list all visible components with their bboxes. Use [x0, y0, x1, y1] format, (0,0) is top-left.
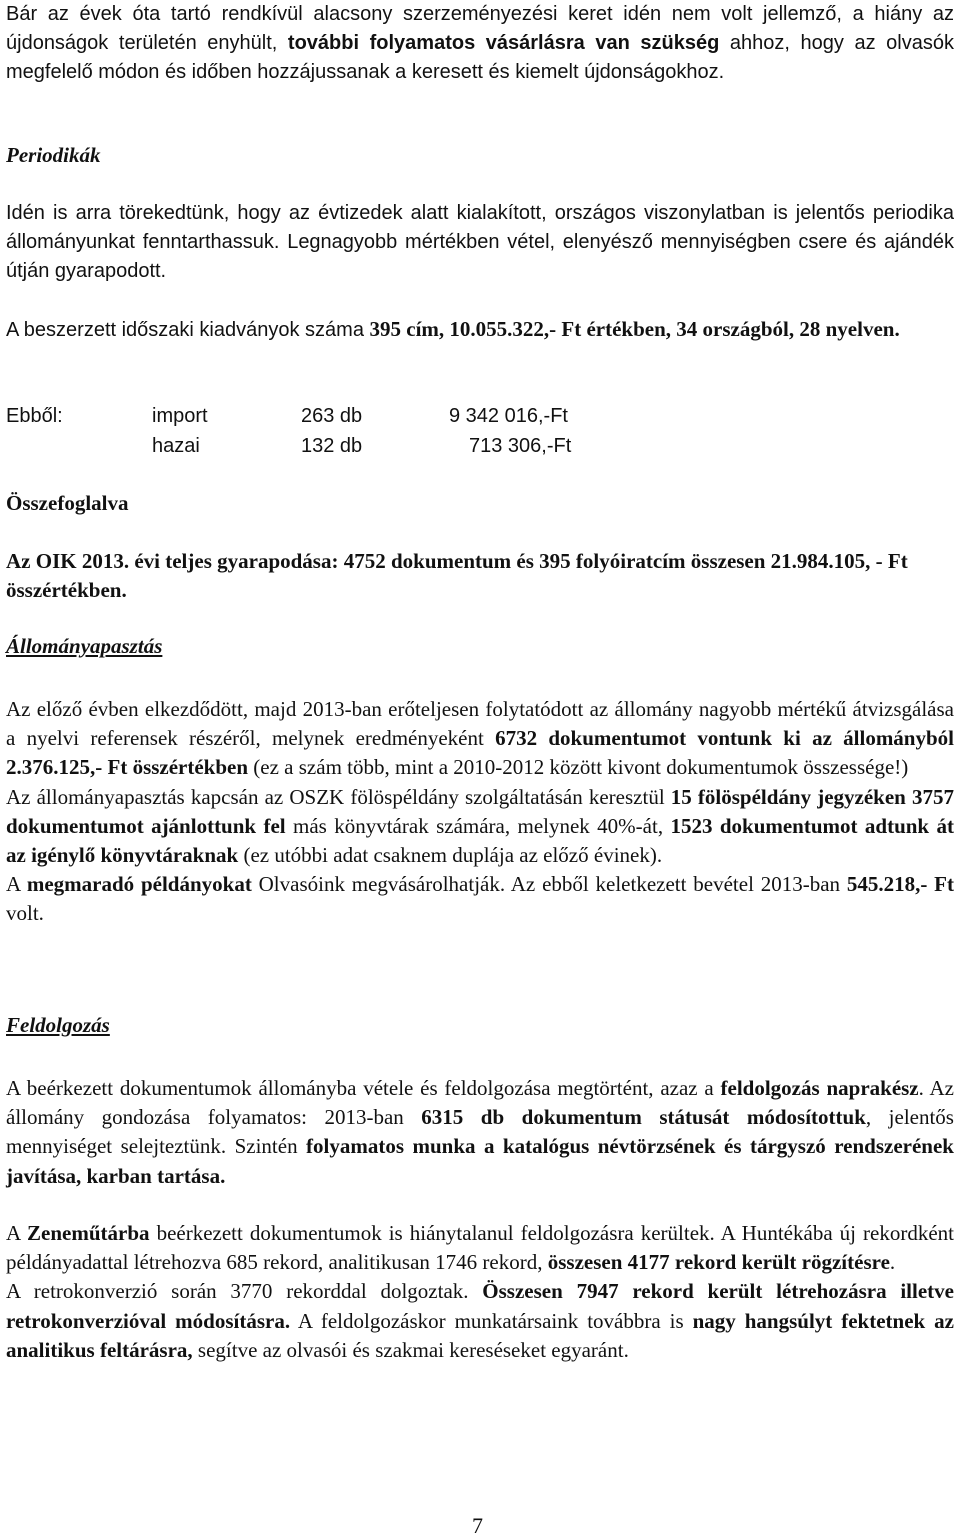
- allomanyapasztas-paragraph-2: Az állományapasztás kapcsán az OSZK fölöspéldány szolgáltatásán keresztül 15 fölöspéldány jegyzéken 3757 dokumentumot ajánlottunk fel más könyvtárak számára, melynek 40%-át, 1523 dokumentumot adtunk át az igénylő könyvtáraknak (ez utóbbi adat csaknem duplája az előző évinek).: [6, 784, 954, 868]
- table-row-type: import: [152, 405, 208, 427]
- table-row-count: 263 db: [301, 405, 363, 427]
- section-heading-allomanyapasztas: Állományapasztás: [6, 634, 163, 658]
- page-number: 7: [472, 1513, 483, 1538]
- feldolgozas-body: [6, 1219, 954, 1365]
- acquisition-table: [6, 402, 706, 462]
- table-row-value: 713 306,-Ft: [469, 435, 572, 457]
- periodikak-stats-paragraph: A beszerzett időszaki kiadványok száma 395 cím, 10.055.322,- Ft értékben, 34 országból, 28 nyelven.: [6, 317, 900, 341]
- feldolgozas-paragraph-3: A retrokonverzió során 3770 rekorddal dolgoztak. Összesen 7947 rekord került létrehozásra illetve retrokonverzióval módosításra. A feldolgozáskor munkatársaink továbbra is nagy hangsúlyt fektetnek az analitikus feltárásra, segítve az olvasói és szakmai kereséseket egyaránt.: [6, 1279, 954, 1362]
- section-heading-feldolgozas: Feldolgozás: [6, 1013, 110, 1037]
- table-row-count: 132 db: [301, 435, 363, 457]
- allomanyapasztas-paragraph-3: A megmaradó példányokat Olvasóink megvásárolhatják. Az ebből keletkezett bevétel 2013-ban 545.218,- Ft volt.: [6, 872, 954, 926]
- feldolgozas-paragraph-1: A beérkezett dokumentumok állományba vétele és feldolgozása megtörtént, azaz a feldolgozás naprakész. Az állomány gondozása folyamatos: 2013-ban 6315 db dokumentum státusát módosítottuk, jelentős mennyiséget selejteztünk. Szintén folyamatos munka a katalógus névtörzsének és tárgyszó rendszerének javítása, karban tartása.: [6, 1076, 955, 1188]
- section-heading-periodikak: Periodikák: [6, 143, 101, 167]
- intro-paragraph: Bár az évek óta tartó rendkívül alacsony szerzeményezési keret idén nem volt jellemző, a hiány az újdonságok területén enyhült, további folyamatos vásárlásra van szükség ahhoz, hogy az olvasók megfelelő módon és időben hozzájussanak a keresett és kiemelt újdonságokhoz.: [6, 3, 954, 84]
- allomanyapasztas-paragraph-1: Az előző évben elkezdődött, majd 2013-ban erőteljesen folytatódott az állomány nagyobb mértékű átvizsgálása a nyelvi referensek részéről, melynek eredményeként 6732 dokumentumot vontunk ki az állományból 2.376.125,- Ft összértékben (ez a szám több, mint a 2010-2012 között kivont dokumentumok összessége!): [6, 697, 955, 780]
- table-row-value: 9 342 016,-Ft: [449, 405, 568, 427]
- allomanyapasztas-body: [6, 695, 954, 929]
- feldolgozas-paragraph-2: A Zeneműtárba beérkezett dokumentumok is hiánytalanul feldolgozásra kerültek. A Huntékába új rekordként példányadattal létrehozva 685 rekord, analitikusan 1746 rekord, összesen 4177 rekord került rögzítésre.: [6, 1221, 955, 1275]
- summary-heading: Összefoglalva: [6, 491, 129, 515]
- table-row-type: hazai: [152, 435, 200, 457]
- summary-text: Az OIK 2013. évi teljes gyarapodása: 4752 dokumentum és 395 folyóiratcím összesen 21.984.105, - Ft összértékben.: [6, 549, 908, 602]
- periodikak-paragraph: Idén is arra törekedtünk, hogy az évtizedek alatt kialakított, országos viszonylatban is jelentős periodika állományunkat fenntarthassuk. Legnagyobb mértékben vétel, elenyésző mennyiségben csere és ajándék útján gyarapodott.: [6, 202, 954, 283]
- table-label: Ebből:: [6, 405, 63, 427]
